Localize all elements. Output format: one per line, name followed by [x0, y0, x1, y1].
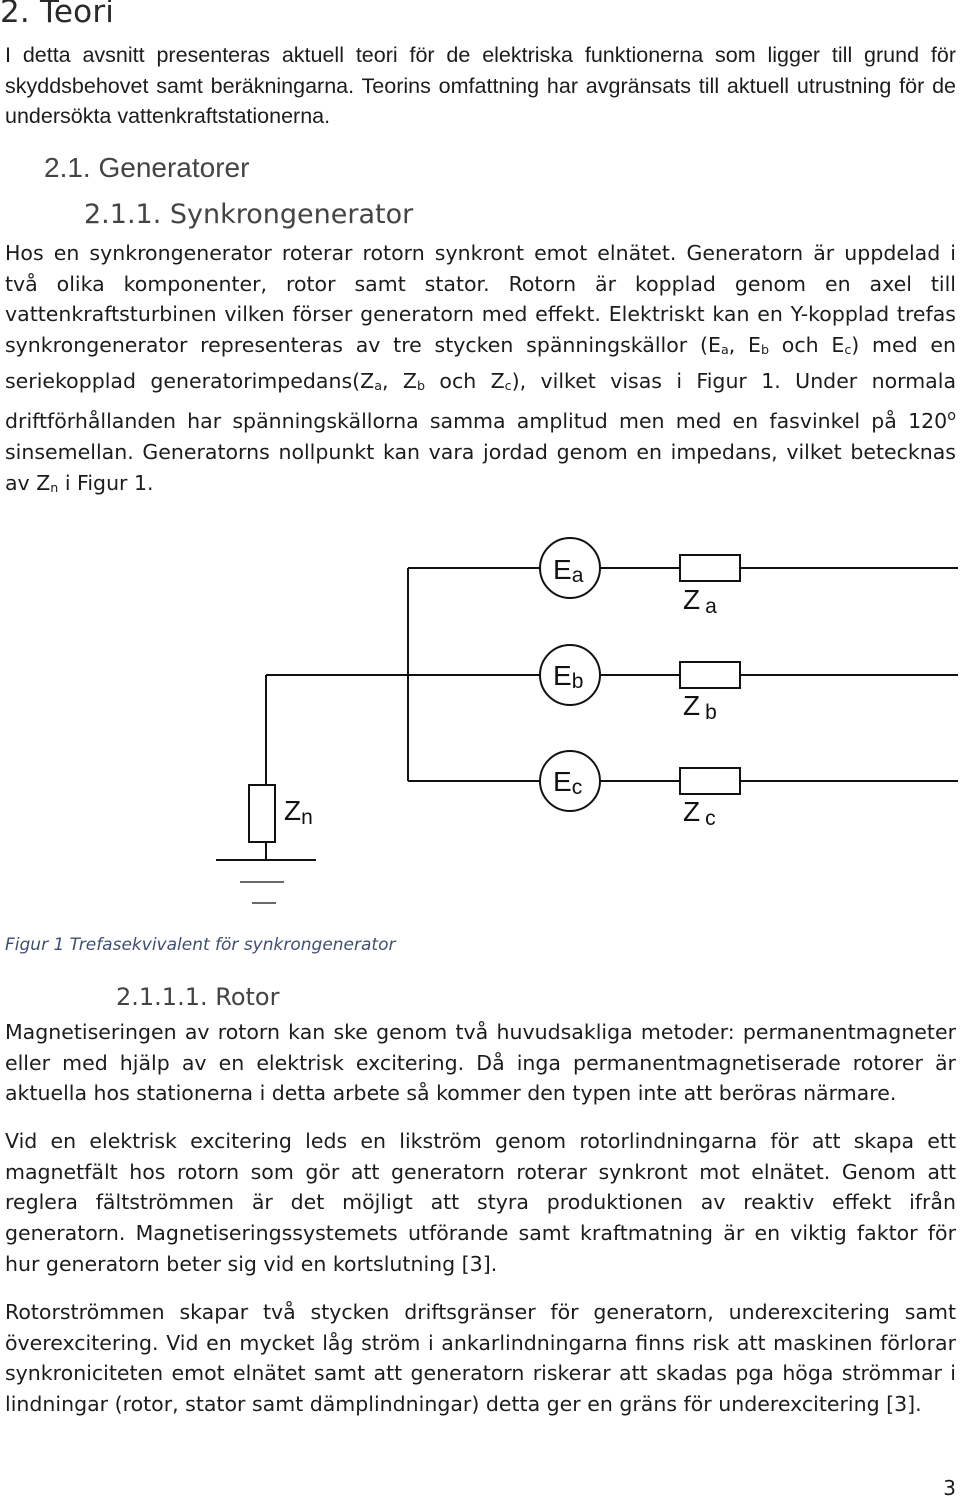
svg-text:Zn: Zn — [284, 795, 313, 829]
svg-text:Za: Z a — [683, 584, 717, 618]
figure-caption: Figur 1 Trefasekvivalent för synkrongenerator — [5, 935, 396, 955]
source-ea — [540, 538, 600, 598]
resistor-icon — [680, 555, 740, 581]
resistor-icon — [680, 662, 740, 688]
resistor-icon — [680, 768, 740, 794]
impedance-za — [680, 555, 740, 618]
source-eb — [540, 645, 600, 705]
svg-text:Eb: Eb — [553, 660, 584, 693]
source-ec — [540, 751, 600, 811]
impedance-zn — [249, 785, 313, 842]
impedance-zc — [680, 768, 740, 830]
page-number: 3 — [943, 1476, 956, 1500]
svg-text:Ea: Ea — [553, 554, 584, 587]
resistor-icon — [249, 785, 275, 842]
section-heading: 2. Teori — [0, 0, 115, 30]
subsubsection-heading: 2.1.1. Synkrongenerator — [84, 199, 414, 230]
svg-text:Zb: Z b — [683, 690, 717, 724]
svg-text:Zc: Z c — [683, 796, 716, 830]
rotor-paragraph-3: Rotorströmmen skapar två stycken driftsgränser för generatorn, underexcitering samt överexcitering. Vid en mycket låg ström i ankarlindningarna finns risk att maskinen förlorar synkroniciteten emot elnätet samt att generatorn riskerar att skadas pga höga strömmar i lindningar (rotor, stator samt dämplindningar) detta ger en gräns för underexcitering [3]. — [5, 1300, 956, 1417]
subsection-heading: 2.1. Generatorer — [44, 152, 250, 183]
rotor-paragraph-1: Magnetiseringen av rotorn kan ske genom två huvudsakliga metoder: permanentmagneter eller med hjälp av en elektrisk excitering. Då inga permanentmagnetiserade rotorer är aktuella hos stationerna i detta arbete så kommer den typen inte att beröras närmare. — [5, 1020, 956, 1106]
rotor-heading: 2.1.1.1. Rotor — [116, 983, 280, 1011]
synkrongenerator-paragraph: Hos en synkrongenerator roterar rotorn synkront emot elnätet. Generatorn är uppdelad i två olika komponenter, rotor samt stator. Rotorn är kopplad genom en axel till vattenkraftsturbinen vilken förser generatorn med effekt. Elektriskt kan en Y-kopplad trefas synkrongenerator representeras av tre stycken spänningskällor ($E_a$, $E_b$ och $E_c$) med en seriekopplad $generatorimpedans(Z_a$, $Z_b$ och $Z_c$), vilket visas i Figur 1. Under normala driftförhållanden har spänningskällorna samma amplitud men med en fasvinkel på 120$^o$ sinsemellan. Generatorns nollpunkt kan vara jordad genom en impedans, vilket betecknas av $Z_n$ i Figur 1. — [5, 241, 957, 495]
rotor-paragraph-2: Vid en elektrisk excitering leds en likström genom rotorlindningarna för att skapa ett magnetfält hos rotorn som gör att generatorn roterar synkront mot elnätet. Genom att reglera fältströmmen är det möjligt att styra produktionen av reaktiv effekt ifrån generatorn. Magnetiseringssystemets utförande samt kraftmatning är en viktig faktor för hur generatorn beter sig vid en kortslutning [3]. — [5, 1129, 956, 1276]
circuit-wires — [216, 568, 958, 903]
impedance-zb — [680, 662, 740, 724]
three-phase-circuit-diagram — [0, 520, 960, 920]
intro-paragraph: I detta avsnitt presenteras aktuell teori för de elektriska funktionerna som ligger till grund för skyddsbehovet samt beräkningarna. Teorins omfattning har avgränsats till aktuell utrustning för de undersökta vattenkraftstationerna. — [5, 43, 956, 129]
svg-text:Ec: Ec — [553, 766, 583, 799]
